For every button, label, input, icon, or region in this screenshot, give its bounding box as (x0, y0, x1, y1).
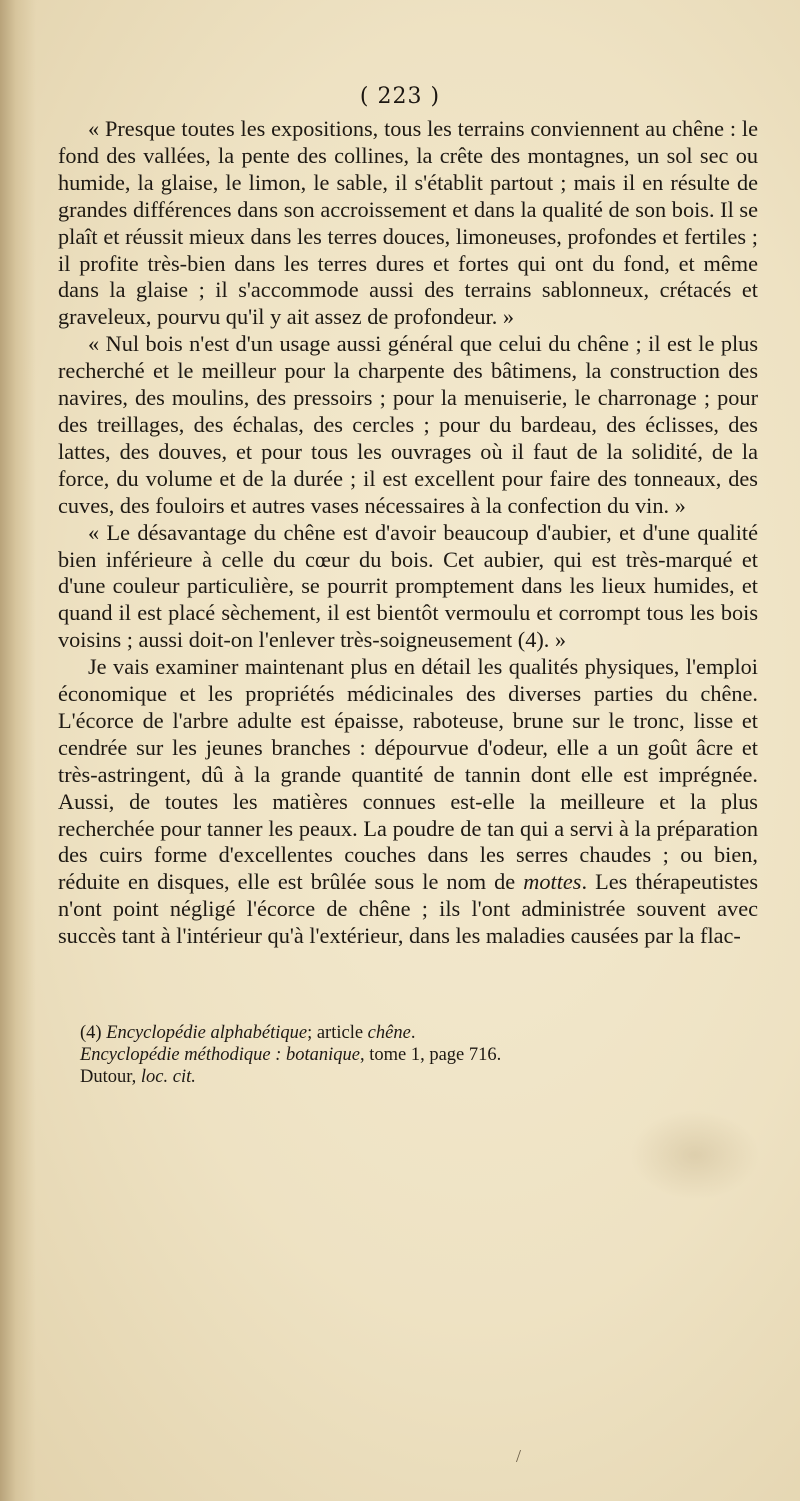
paragraph-1: « Presque toutes les expositions, tous les terrains conviennent au chêne : le fond des vallées, la pente des collines, la crête des montagnes, un sol sec ou humide, la glaise, le limon, le sable, il s'établit partout ; mais il en résulte de grandes différences dans son accroissement et dans la qualité de son bois. Il se plaît et réussit mieux dans les terres douces, limoneuses, profondes et fertiles ; il profite très-bien dans les terres dures et fortes qui ont du fond, et même dans la glaise ; il s'accommode aussi des terrains sablonneux, crétacés et graveleux, pourvu qu'il y ait assez de profondeur. » (58, 116, 758, 330)
footnote-source-2-title: Encyclopédie méthodique : botanique (80, 1045, 360, 1065)
footnote-line-3 (80, 1066, 760, 1088)
paragraph-4 (58, 654, 758, 950)
paper-stain (630, 1110, 760, 1200)
paragraph-3: « Le désavantage du chêne est d'avoir beaucoup d'aubier, et d'une qualité bien inférieure à celle du cœur du bois. Cet aubier, qui est très-marqué et d'une couleur particulière, se pourrit promptement dans les lieux humides, et quand il est placé sèchement, il est bientôt vermoulu et corrompt tous les bois voisins ; aussi doit-on l'enlever très-soigneusement (4). » (58, 519, 758, 653)
stray-mark: / (516, 1446, 522, 1466)
footnote-source-3-ref: loc. cit. (140, 1067, 196, 1087)
paragraph-4-italic-term: mottes (523, 869, 582, 895)
page-gutter-shadow (0, 0, 36, 1501)
page-number: ( 223 ) (359, 84, 441, 109)
footnote-source-1-end: . (410, 1023, 416, 1043)
footnote-number: (4) (80, 1023, 107, 1043)
footnotes (80, 1022, 760, 1088)
footnote-line-1 (80, 1022, 760, 1044)
footnote-source-1-detail: ; article (307, 1023, 368, 1043)
footnote-source-3-author: Dutour, (80, 1067, 141, 1087)
footnote-source-1-title: Encyclopédie alphabétique (106, 1023, 308, 1043)
footnote-source-2-detail: , tome 1, page 716. (359, 1045, 502, 1065)
footnote-source-1-article: chêne (367, 1023, 411, 1043)
paragraph-2: « Nul bois n'est d'un usage aussi général que celui du chêne ; il est le plus recherché et le meilleur pour la charpente des bâtimens, la construction des navires, des moulins, des pressoirs ; pour la menuiserie, le charronage ; pour des treillages, des échalas, des cercles ; pour du bardeau, des éclisses, des lattes, des douves, et pour tous les ouvrages où il faut de la solidité, de la force, du volume et de la durée ; il est excellent pour faire des tonneaux, des cuves, des fouloirs et autres vases nécessaires à la confection du vin. » (58, 331, 758, 518)
paragraph-4-after: . Les thérapeutistes n'ont point négligé l'écorce de chêne ; ils l'ont administrée souvent avec succès tant à l'intérieur qu'à l'extérieur, dans les maladies causées par la flac- (58, 869, 758, 949)
main-text (58, 116, 758, 950)
paragraph-4-before: Je vais examiner maintenant plus en détail les qualités physiques, l'emploi économique et les propriétés médicinales des diverses parties du chêne. L'écorce de l'arbre adulte est épaisse, raboteuse, brune sur le tronc, lisse et cendrée sur les jeunes branches : dépourvue d'odeur, elle a un goût âcre et très-astringent, dû à la grande quantité de tannin dont elle est imprégnée. Aussi, de toutes les matières connues est-elle la meilleure et la plus recherchée pour tanner les peaux. La poudre de tan qui a servi à la préparation des cuirs forme d'excellentes couches dans les serres chaudes ; ou bien, réduite en disques, elle est brûlée sous le nom de (58, 654, 758, 895)
footnote-line-2 (80, 1044, 760, 1066)
